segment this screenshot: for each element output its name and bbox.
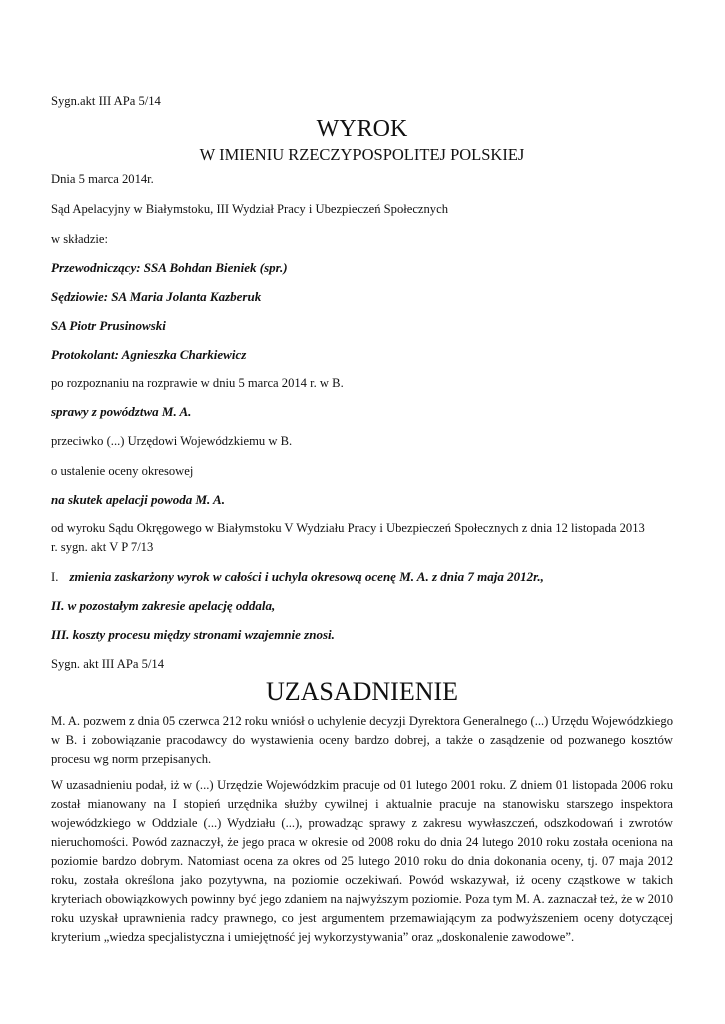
ruling-item-1 xyxy=(51,569,544,585)
hearing-info: po rozpoznaniu na rozprawie w dniu 5 marca 2014 r. w B. xyxy=(51,376,344,390)
justification-signature: Sygn. akt III APa 5/14 xyxy=(51,657,164,671)
justification-title: UZASADNIENIE xyxy=(265,677,459,706)
claim-party: sprawy z powództwa M. A. xyxy=(51,404,192,419)
document-subtitle: W IMIENIU RZECZYPOSPOLITEJ POLSKIEJ xyxy=(199,145,525,164)
ruling-item-1-text: zmienia zaskarżony wyrok w całości i uchyla okresową ocenę M. A. z dnia 7 maja 2012r., xyxy=(69,569,544,584)
court-name: Sąd Apelacyjny w Białymstoku, III Wydział Pracy i Ubezpieczeń Społecznych xyxy=(51,202,448,216)
ruling-item-2: II. w pozostałym zakresie apelację oddala, xyxy=(51,598,276,613)
document-title: WYROK xyxy=(316,116,408,142)
case-signature-top: Sygn.akt III APa 5/14 xyxy=(51,94,161,108)
appealed-judgment-line2: r. sygn. akt V P 7/13 xyxy=(51,540,154,554)
court-clerk: Protokolant: Agnieszka Charkiewicz xyxy=(51,347,247,362)
ruling-item-3: III. koszty procesu między stronami wzajemnie znosi. xyxy=(51,627,335,642)
judgment-date: Dnia 5 marca 2014r. xyxy=(51,172,154,186)
appeal-party: na skutek apelacji powoda M. A. xyxy=(51,492,225,507)
justification-paragraph-1: M. A. pozwem z dnia 05 czerwca 212 roku wniósł o uchylenie decyzji Dyrektora Generalnego (...) Urzędu Wojewódzkiego w B. i zobowiązanie pracodawcy do wystawienia oceny bardzo dobrej, a także o zasądzenie od pozwanego kosztów procesu wg norm przepisanych. xyxy=(51,714,673,766)
defendant: przeciwko (...) Urzędowi Wojewódzkiemu w B. xyxy=(51,434,293,448)
case-subject: o ustalenie oceny okresowej xyxy=(51,464,194,478)
ruling-item-1-number: I. xyxy=(51,570,59,584)
appealed-judgment-line1: od wyroku Sądu Okręgowego w Białymstoku V Wydziału Pracy i Ubezpieczeń Społecznych z dnia 12 listopada 2013 xyxy=(51,521,645,535)
presiding-judge: Przewodniczący: SSA Bohdan Bieniek (spr.) xyxy=(51,260,288,275)
composition-label: w składzie: xyxy=(51,232,109,246)
judge-second: SA Piotr Prusinowski xyxy=(51,318,166,333)
justification-paragraph-2: W uzasadnieniu podał, iż w (...) Urzędzie Wojewódzkim pracuje od 01 lutego 2001 roku. Z dniem 01 listopada 2006 roku został mianowany na I stopień urzędnika służby cywilnej i aktualnie pracuje na stanowisku starszego inspektora wojewódzkiego w Oddziale (...) Wydziału (...), prowadząc sprawy z zakresu wywłaszczeń, odszkodowań i zwrotów nieruchomości. Powód zaznaczył, że jego praca w okresie od 2008 roku do dnia 24 lutego 2010 roku została oceniona na poziomie bardzo dobrym. Natomiast ocena za okres od 25 lutego 2010 roku do dnia dokonania oceny, tj. 07 maja 2012 roku, została określona jako pozytywna, na poziomie oczekiwań. Powód wskazywał, iż oceny cząstkowe w takich kryteriach obowiązkowych powinny być jego zdaniem na najwyższym poziomie. Poza tym M. A. zaznaczał też, że w 2010 roku uzyskał uprawnienia radcy prawnego, co jest argumentem przemawiającym za podwyższeniem oceny dotyczącej kryterium „wiedza specjalistyczna i umiejętność jej wykorzystywania” oraz „doskonalenie zawodowe”. xyxy=(51,778,673,944)
judges: Sędziowie: SA Maria Jolanta Kazberuk xyxy=(51,289,262,304)
